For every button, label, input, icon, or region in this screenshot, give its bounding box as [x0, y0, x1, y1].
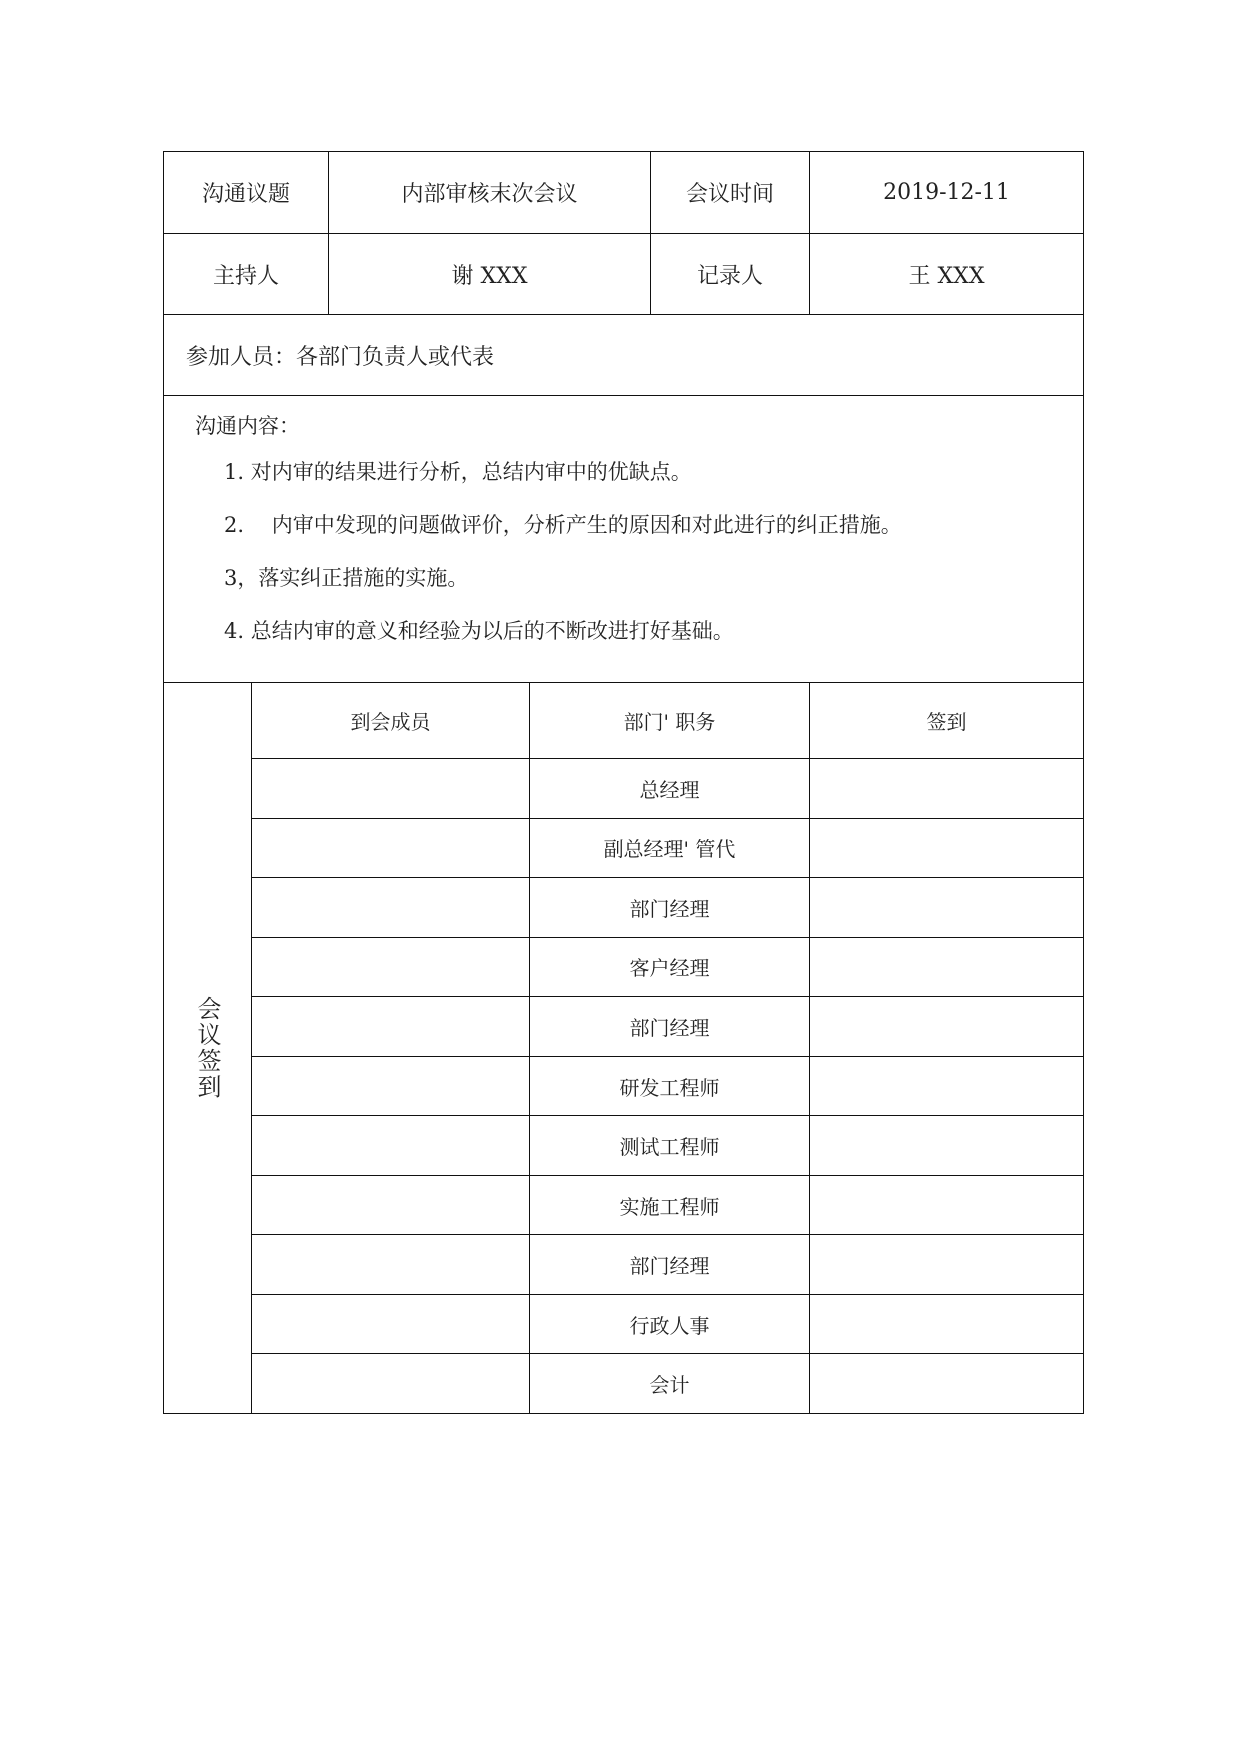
position-cell: 行政人事: [529, 1295, 809, 1354]
content-item: 4. 总结内审的意义和经验为以后的不断改进打好基础。: [224, 619, 734, 643]
content-item: 3，落实纠正措施的实施。: [224, 566, 469, 590]
signature-cell[interactable]: [809, 1057, 1083, 1116]
table-row: [252, 819, 1083, 879]
content-block: [164, 396, 1083, 682]
signature-cell[interactable]: [809, 1354, 1083, 1413]
member-cell[interactable]: [252, 1116, 529, 1175]
topic-row: [164, 152, 1083, 234]
member-cell[interactable]: [252, 1176, 529, 1235]
table-row: [252, 759, 1083, 819]
member-cell[interactable]: [252, 997, 529, 1056]
recorder-label: 记录人: [650, 234, 809, 314]
signature-cell[interactable]: [809, 997, 1083, 1056]
signature-cell[interactable]: [809, 878, 1083, 937]
topic-value: 内部审核末次会议: [328, 152, 650, 233]
column-header-member: 到会成员: [350, 710, 431, 734]
content-item: 1. 对内审的结果进行分析，总结内审中的优缺点。: [224, 460, 692, 484]
meeting-record-form: [163, 151, 1084, 1414]
signature-cell[interactable]: [809, 1235, 1083, 1294]
position-cell: 客户经理: [529, 938, 809, 997]
sign-in-header: [252, 683, 1083, 759]
host-row: [164, 234, 1083, 315]
topic-label: 沟通议题: [201, 182, 290, 207]
member-cell[interactable]: [252, 1295, 529, 1354]
signature-cell[interactable]: [809, 1176, 1083, 1235]
table-row: [252, 997, 1083, 1057]
sign-in-section: [164, 683, 1083, 1413]
time-label: 会议时间: [650, 152, 809, 233]
member-cell[interactable]: [252, 938, 529, 997]
table-row: [252, 878, 1083, 938]
table-row: [252, 938, 1083, 998]
column-header-position: 部门' 职务: [529, 683, 809, 758]
content-title: 沟通内容：: [195, 414, 300, 438]
position-cell: 研发工程师: [529, 1057, 809, 1116]
attendees-row: [164, 315, 1083, 396]
table-row: [252, 1295, 1083, 1355]
content-row: [164, 396, 1083, 683]
member-cell[interactable]: [252, 1235, 529, 1294]
position-cell: 会计: [529, 1354, 809, 1413]
member-cell[interactable]: [252, 1354, 529, 1413]
table-row: [252, 1354, 1083, 1413]
member-cell[interactable]: [252, 1057, 529, 1116]
table-row: [252, 1235, 1083, 1295]
position-cell: 副总经理' 管代: [529, 819, 809, 878]
position-cell: 部门经理: [529, 1235, 809, 1294]
table-row: [252, 1116, 1083, 1176]
host-label: 主持人: [212, 263, 279, 289]
column-header-signature: 签到: [809, 683, 1083, 758]
position-cell: 部门经理: [529, 997, 809, 1056]
table-row: [252, 1057, 1083, 1117]
member-cell[interactable]: [252, 878, 529, 937]
table-row: [252, 1176, 1083, 1236]
signature-cell[interactable]: [809, 1116, 1083, 1175]
signature-cell[interactable]: [809, 819, 1083, 878]
content-item: 2. 内审中发现的问题做评价，分析产生的原因和对此进行的纠正措施。: [224, 513, 902, 537]
signature-cell[interactable]: [809, 938, 1083, 997]
attendees-text: 参加人员：各部门负责人或代表: [186, 344, 495, 370]
sign-in-label-cell: [164, 683, 252, 1413]
signature-cell[interactable]: [809, 759, 1083, 818]
sign-in-label: 会议签到: [193, 996, 221, 1100]
host-value: 谢 XXX: [328, 234, 650, 314]
position-cell: 实施工程师: [529, 1176, 809, 1235]
member-cell[interactable]: [252, 819, 529, 878]
recorder-value: 王 XXX: [809, 234, 1083, 314]
position-cell: 总经理: [529, 759, 809, 818]
member-cell[interactable]: [252, 759, 529, 818]
time-value: 2019-12-11: [809, 152, 1083, 233]
signature-cell[interactable]: [809, 1295, 1083, 1354]
position-cell: 部门经理: [529, 878, 809, 937]
position-cell: 测试工程师: [529, 1116, 809, 1175]
sign-in-table: [252, 683, 1083, 1413]
